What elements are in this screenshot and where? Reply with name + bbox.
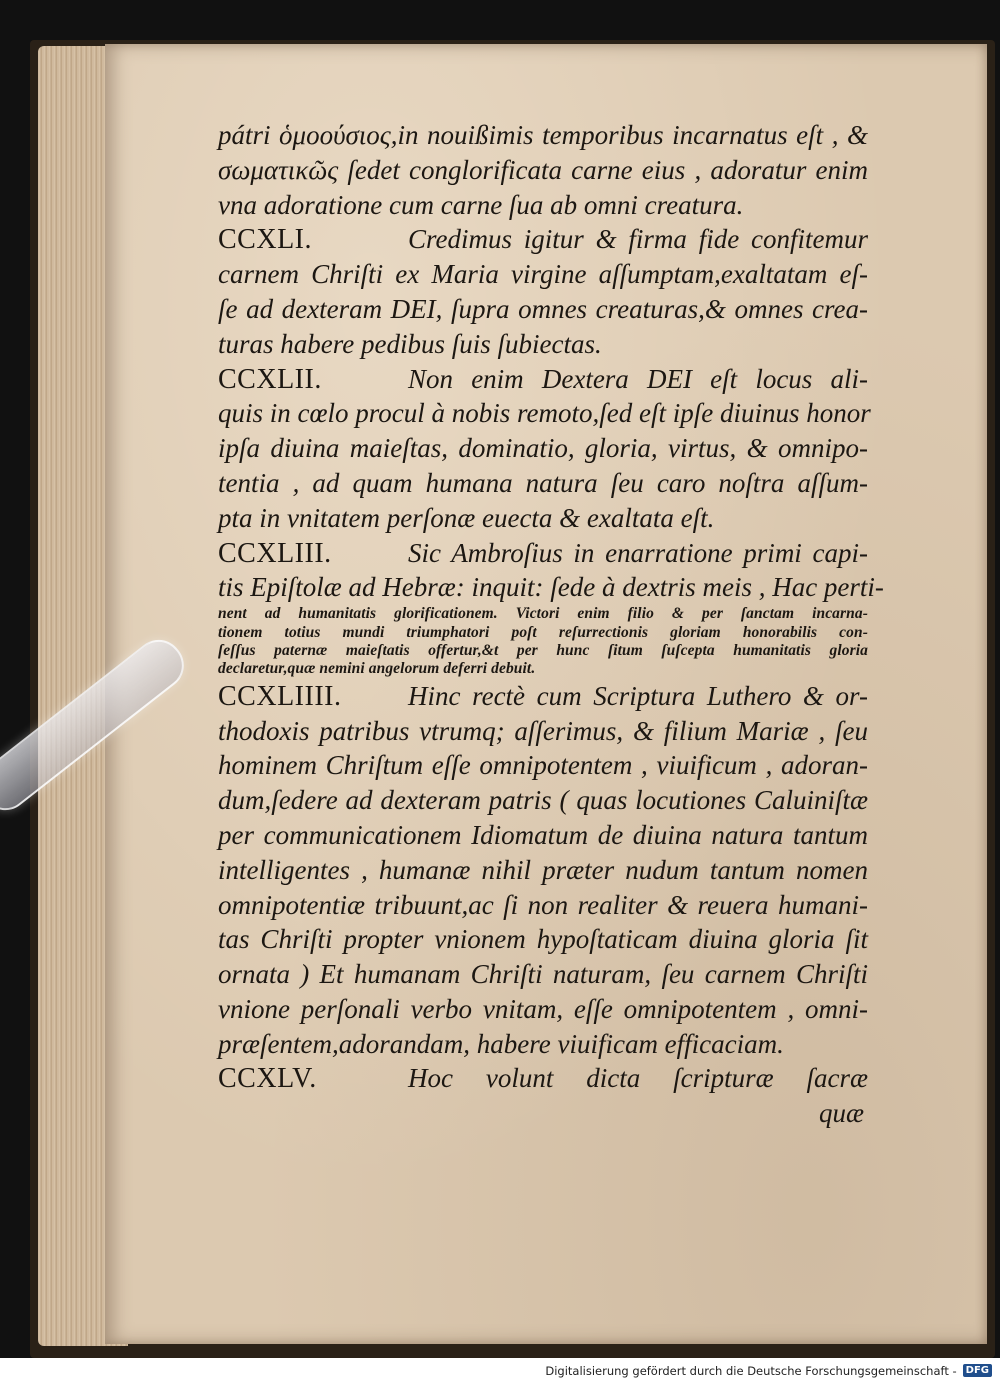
thesis-heading [218,1061,868,1096]
text-line: turas habere pedibus ſuis ſubiectas. [218,328,602,359]
text-line: præſentem,adorandam, habere viuificam efficaciam. [218,1028,784,1059]
text-line: tentia , ad quam humana natura ſeu caro noſtra aſſum- [218,467,868,498]
text-line: dum,ſedere ad dexteram patris ( quas locutiones Caluiniſtæ [218,785,868,816]
footer-credit: Digitalisierung gefördert durch die Deutsche Forschungsgemeinschaft - [545,1363,957,1378]
text-line: pátri ὁμοούσιος,in nouißimis temporibus incarnatus eſt , & [218,120,868,150]
text-line: quis in cœlo procul à nobis remoto,ſed eſt ipſe diuinus honor [218,398,871,429]
text-line: ornata ) Et humanam Chriſti naturam, ſeu carnem Chriſti [218,959,868,990]
quote-line: tionem totius mundi triumphatori poſt reſurrectionis gloriam honorabilis con- [218,623,868,641]
thesis-first-line: Hoc volunt dicta ſcripturæ ſacræ [408,1063,868,1094]
text-line: omnipotentiæ tribuunt,ac ſi non realiter & reuera humani- [218,889,868,920]
thesis-first-line: Sic Ambroſius in enarratione primi capi- [408,537,868,568]
thesis-number: CCXLIII. [218,537,332,569]
thesis-first-line: Hinc rectè cum Scriptura Luthero & or- [408,680,868,711]
text-line: thodoxis patribus vtrumq; aſſerimus, & filium Mariæ , ſeu [218,715,868,746]
dfg-logo-icon: DFG [963,1364,992,1377]
thesis-first-line: Credimus igitur & firma fide confitemur [408,224,868,255]
thesis-heading [218,362,868,397]
page-text [218,118,884,1131]
text-line: hominem Chriſtum eſſe omnipotentem , viuificum , adoran- [218,750,868,781]
thesis-number: CCXLV. [218,1063,317,1095]
thesis-number: CCXLIIII. [218,680,342,712]
text-line: carnem Chriſti ex Maria virgine aſſumptam,exaltatam eſ- [218,259,868,290]
quote-line: declaretur,quæ nemini angelorum deferri debuit. [218,660,536,678]
text-line: ſe ad dexteram DEI, ſupra omnes creaturas,& omnes crea- [218,293,868,324]
text-line: σωματικῶς ſedet conglorificata carne eius , adoratur enim [218,154,868,185]
text-line: tis Epiſtolæ ad Hebræ: inquit: ſede à dextris meis , Hac perti- [218,572,884,603]
text-line: vna adoratione cum carne ſua ab omni creatura. [218,189,744,220]
thesis-number: CCXLI. [218,224,312,256]
text-line: ipſa diuina maieſtas, dominatio, gloria, virtus, & omnipo- [218,433,868,464]
thesis-heading [218,536,868,571]
text-line: per communicationem Idiomatum de diuina natura tantum [218,819,868,850]
text-line: pta in vnitatem perſonæ euecta & exaltata eſt. [218,502,715,533]
thesis-first-line: Non enim Dextera DEI eſt locus ali- [408,363,868,394]
text-line: tas Chriſti propter vnionem hypoſtaticam diuina gloria ſit [218,924,868,955]
thesis-heading [218,679,868,714]
catchword: quæ [818,1098,864,1129]
text-line: intelligentes , humanæ nihil præter nudum tantum nomen [218,854,868,885]
footer-bar [0,1358,1000,1383]
text-line: vnione perſonali verbo vnitam, eſſe omnipotentem , omni- [218,993,868,1024]
thesis-number: CCXLII. [218,363,322,395]
quote-line: ſeſſus paternæ maieſtatis offertur,&t per hunc ſitum ſuſcepta humanitatis gloria [218,641,868,659]
thesis-heading [218,222,868,257]
quote-line: nent ad humanitatis glorificationem. Victori enim filio & per ſanctam incarna- [218,605,868,623]
